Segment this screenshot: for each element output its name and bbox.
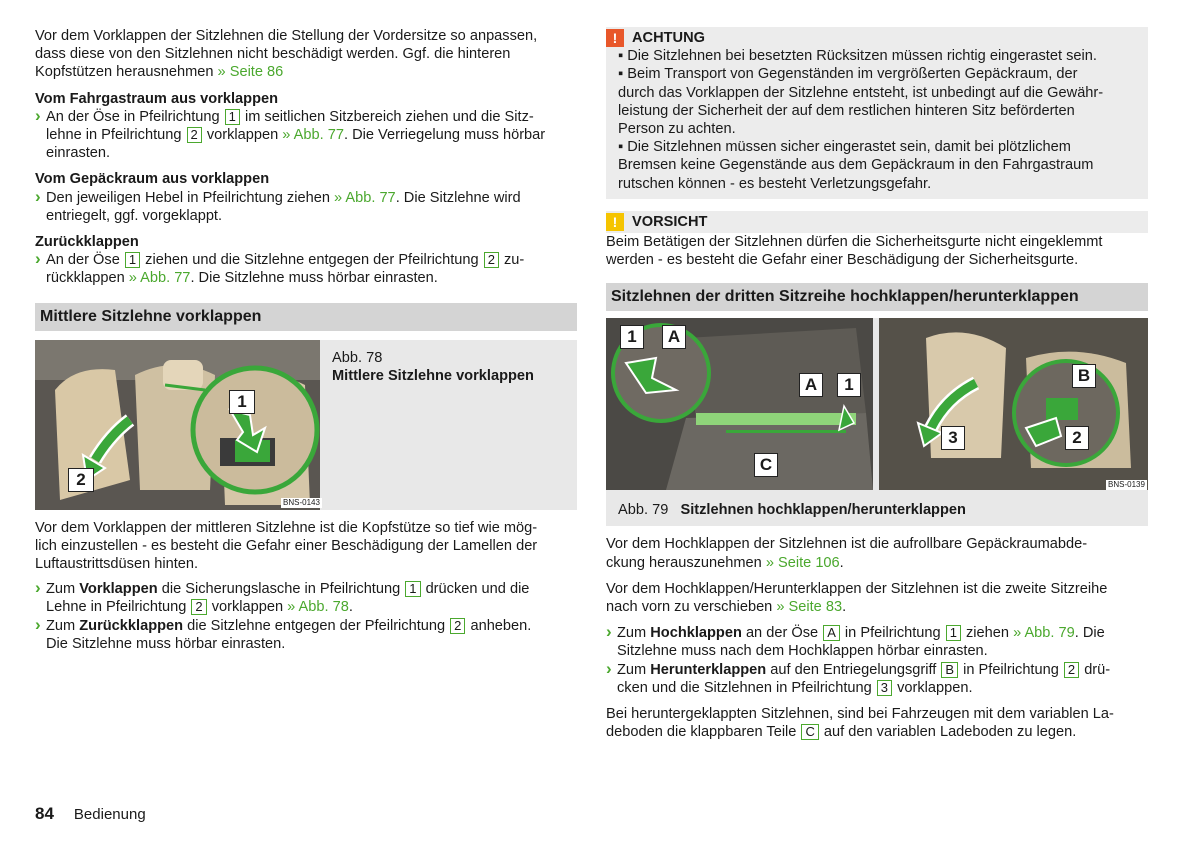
section-heading: Sitzlehnen der dritten Sitzreihe hochklappen/herunterklappen (606, 283, 1148, 311)
figure-label: 2 (68, 468, 94, 492)
paragraph: Vor dem Vorklappen der mittleren Sitzlehne ist die Kopfstütze so tief wie mög- lich einzustellen - es besteht die Gefahr einer Beschädigung der Lamellen der Luftaustrittsdüsen hinten. (35, 519, 538, 573)
figure-caption: Abb. 79 Sitzlehnen hochklappen/herunterklappen (618, 502, 966, 519)
page-number: 84 (35, 804, 54, 823)
figure-caption: Abb. 78 Mittlere Sitzlehne vorklappen (332, 349, 534, 384)
link-seite-86[interactable]: » Seite 86 (217, 64, 284, 81)
figure-code: BNS-0139 (1108, 480, 1145, 490)
ref-box: 2 (187, 127, 202, 143)
warning-icon: ! (606, 29, 624, 47)
list-item: › Zum Zurückklappen die Sitzlehne entgegen der Pfeilrichtung 2 anheben. Die Sitzlehne muss hörbar einrasten. (35, 617, 577, 653)
ref-box: 3 (877, 680, 892, 696)
link-seite-106[interactable]: » Seite 106 (765, 554, 840, 571)
figure-label: 2 (1065, 426, 1089, 450)
link-abb-77[interactable]: » Abb. 77 (282, 127, 344, 144)
figure-label: 3 (941, 426, 965, 450)
ref-box: A (823, 625, 840, 641)
link-abb-78[interactable]: » Abb. 78 (287, 599, 349, 616)
ref-box: 1 (225, 109, 240, 125)
ref-box: C (801, 724, 818, 740)
figure-78 (35, 340, 577, 510)
caution-icon: ! (606, 213, 624, 231)
figure-label: A (662, 325, 686, 349)
list-item: › An der Öse 1 ziehen und die Sitzlehne entgegen der Pfeilrichtung 2 zu- rückklappen » Abb. 77. Die Sitzlehne muss hörbar einrasten. (35, 251, 577, 287)
list-item: ▪ Die Sitzlehnen bei besetzten Rücksitzen müssen richtig eingerastet sein. (618, 48, 1097, 65)
right-column (606, 27, 1148, 741)
left-column (35, 27, 577, 653)
heading-zurueckklappen: Zurückklappen (35, 234, 139, 251)
ref-box: 1 (125, 252, 140, 268)
ref-box: 2 (191, 599, 206, 615)
warning-box (606, 27, 1148, 199)
list-item: › Zum Hochklappen an der Öse A in Pfeilrichtung 1 ziehen » Abb. 79. Die Sitzlehne muss nach dem Hochklappen hörbar einrasten. (606, 624, 1148, 660)
heading-fahrgastraum: Vom Fahrgastraum aus vorklappen (35, 90, 279, 107)
figure-label: 1 (229, 390, 255, 414)
list-item: › Den jeweiligen Hebel in Pfeilrichtung ziehen » Abb. 77. Die Sitzlehne wird entriegelt, ggf. vorgeklappt. (35, 189, 577, 225)
ref-box: 2 (450, 618, 465, 634)
caution-heading: ! VORSICHT (606, 211, 1148, 233)
list-item: › Zum Vorklappen die Sicherungslasche in Pfeilrichtung 1 drücken und die Lehne in Pfeilrichtung 2 vorklappen » Abb. 78. (35, 580, 577, 616)
figure-code: BNS-0143 (283, 497, 320, 507)
ref-box: 1 (405, 581, 420, 597)
paragraph: Vor dem Hochklappen/Herunterklappen der Sitzlehnen ist die zweite Sitzreihe nach vorn zu verschieben » Seite 83. (606, 580, 1108, 616)
warning-heading: ! ACHTUNG (606, 29, 1136, 47)
paragraph: Bei heruntergeklappten Sitzlehnen, sind bei Fahrzeugen mit dem variablen La- deboden die klappbaren Teile C auf den variablen Ladeboden zu legen. (606, 706, 1114, 741)
figure-label: B (1072, 364, 1096, 388)
figure-79 (606, 318, 1148, 526)
section-heading: Mittlere Sitzlehne vorklappen (35, 303, 577, 331)
paragraph: Vor dem Hochklappen der Sitzlehnen ist die aufrollbare Gepäckraumabde- ckung herauszunehmen » Seite 106. (606, 536, 1088, 571)
list-item: ▪ Beim Transport von Gegenständen im vergrößerten Gepäckraum, der durch das Vorklappen der Sitzlehne entsteht, ist unbedingt auf die Gewähr- leistung der Sicherheit der auf dem restlichen hinteren Sitz beförderten Person zu achten. (618, 66, 1104, 138)
caution-text: Beim Betätigen der Sitzlehnen dürfen die Sicherheitsgurte nicht eingeklemmt werden - es besteht die Gefahr einer Beschädigung der Sicherheitsgurte. (606, 234, 1103, 269)
figure-label: 1 (620, 325, 644, 349)
link-abb-79[interactable]: » Abb. 79 (1013, 625, 1075, 642)
ref-box: 2 (1064, 662, 1079, 678)
chapter-name: Bedienung (73, 806, 146, 823)
link-seite-83[interactable]: » Seite 83 (776, 599, 843, 616)
list-item: › Zum Herunterklappen auf den Entriegelungsgriff B in Pfeilrichtung 2 drü- cken und die Sitzlehnen in Pfeilrichtung 3 vorklappen. (606, 661, 1148, 697)
link-abb-77[interactable]: » Abb. 77 (128, 270, 191, 287)
list-item: › An der Öse in Pfeilrichtung 1 im seitlichen Sitzbereich ziehen und die Sitz- lehne in Pfeilrichtung 2 vorklappen » Abb. 77. Die Verriegelung muss hörbar einrasten. (35, 108, 577, 163)
figure-label: 1 (837, 373, 861, 397)
intro-paragraph: Vor dem Vorklappen der Sitzlehnen die Stellung der Vordersitze so anpassen, dass diese von den Sitzlehnen nicht beschädigt werden. Ggf. die hinteren Kopfstützen herausnehmen » Seite 86 (35, 28, 538, 81)
ref-box: B (941, 662, 958, 678)
link-abb-77[interactable]: » Abb. 77 (334, 189, 396, 206)
heading-gepaeckraum: Vom Gepäckraum aus vorklappen (35, 171, 270, 188)
trunk-illustration (606, 318, 1148, 493)
list-item: ▪ Die Sitzlehnen müssen sicher eingerastet sein, damit bei plötzlichem Bremsen keine Gegenstände aus dem Gepäckraum in den Fahrgastraum rutschen können - es besteht Verletzungsgefahr. (618, 139, 1094, 192)
ref-box: 1 (946, 625, 961, 641)
figure-label: A (799, 373, 823, 397)
figure-label: C (754, 453, 778, 477)
page-footer (35, 805, 146, 824)
ref-box: 2 (484, 252, 499, 268)
